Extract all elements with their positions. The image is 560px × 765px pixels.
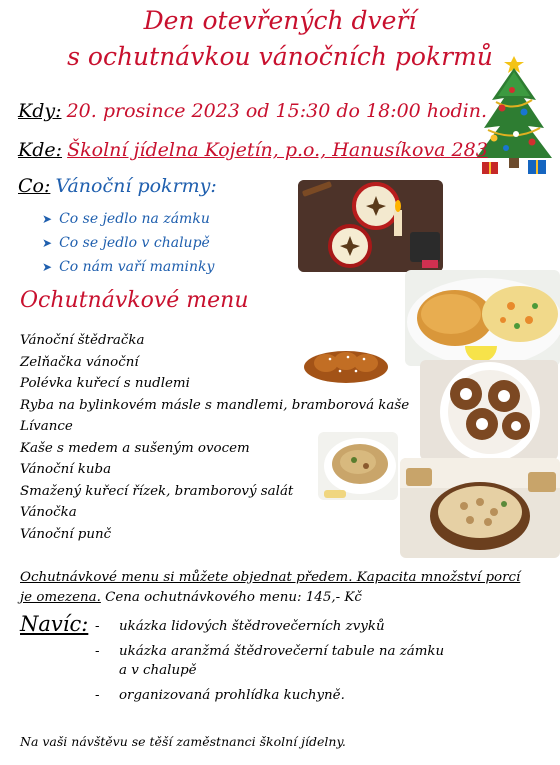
bullet-arrow-icon: ➤ (42, 212, 53, 226)
bullet-arrow-icon: ➤ (42, 236, 53, 250)
kuba-photo (400, 458, 560, 558)
extra-list (95, 617, 455, 705)
where-label: Kde: (18, 139, 63, 161)
menu-item: Lívance (20, 419, 73, 434)
when-label: Kdy: (18, 100, 62, 122)
what-label: Co: (18, 175, 51, 197)
title-line-1: Den otevřených dveří (143, 6, 417, 35)
list-item: ➤ Co nám vaří maminky (42, 259, 215, 275)
when-line (18, 100, 487, 122)
where-value[interactable]: Školní jídelna Kojetín, p.o., Hanusíkova 283 (67, 139, 488, 161)
schnitzel-salad-photo (405, 270, 560, 366)
extra-item: - ukázka aranžmá štědrovečerní tabule na zámku a v chalupě (95, 644, 445, 678)
menu-item: Vánoční punč (20, 526, 112, 542)
what-list (42, 207, 214, 279)
order-note-text: Ochutnávkové menu si můžete objednat předem. Kapacita množství porcí je omezena. (20, 570, 521, 605)
menu-heading: Ochutnávkové menu (20, 288, 249, 313)
order-note-price: Cena ochutnávkového menu: 145,- Kč (100, 590, 362, 605)
menu-item: Kaše s medem a sušeným ovocem (20, 440, 250, 456)
menu-item: Vánoční kuba (20, 462, 112, 477)
menu-item: Vánoční štědračka (20, 333, 145, 348)
menu-item: Zelňačka vánoční (20, 354, 139, 370)
list-item: ➤ Co se jedlo v chalupě (42, 235, 210, 251)
what-line (18, 175, 217, 197)
menu-item: Smažený kuřecí řízek, bramborový salát (20, 483, 294, 499)
menu-item: Polévka kuřecí s nudlemi (20, 376, 190, 391)
apples-cinnamon-photo (298, 180, 443, 272)
footer-text: Na vaši návštěvu se těší zaměstnanci školní jídelny. (20, 734, 346, 749)
pancakes-photo (420, 360, 558, 460)
title-line-2: s ochutnávkou vánočních pokrmů (67, 42, 493, 71)
menu-item: Vánočka (20, 505, 77, 520)
where-line (18, 139, 488, 161)
extra-item: - organizovaná prohlídka kuchyně. (95, 688, 345, 703)
order-note (20, 568, 530, 608)
bullet-arrow-icon: ➤ (42, 260, 53, 274)
list-item: ➤ Co se jedlo na zámku (42, 211, 210, 227)
menu-item: Ryba na bylinkovém másle s mandlemi, bramborová kaše (20, 397, 410, 413)
extra-item: - ukázka lidových štědrovečerních zvyků (95, 619, 385, 634)
menu-list (20, 330, 409, 545)
extra-label: Navíc: (20, 612, 89, 636)
when-value: 20. prosince 2023 od 15:30 do 18:00 hodin. (66, 100, 487, 122)
what-value: Vánoční pokrmy: (55, 175, 217, 197)
